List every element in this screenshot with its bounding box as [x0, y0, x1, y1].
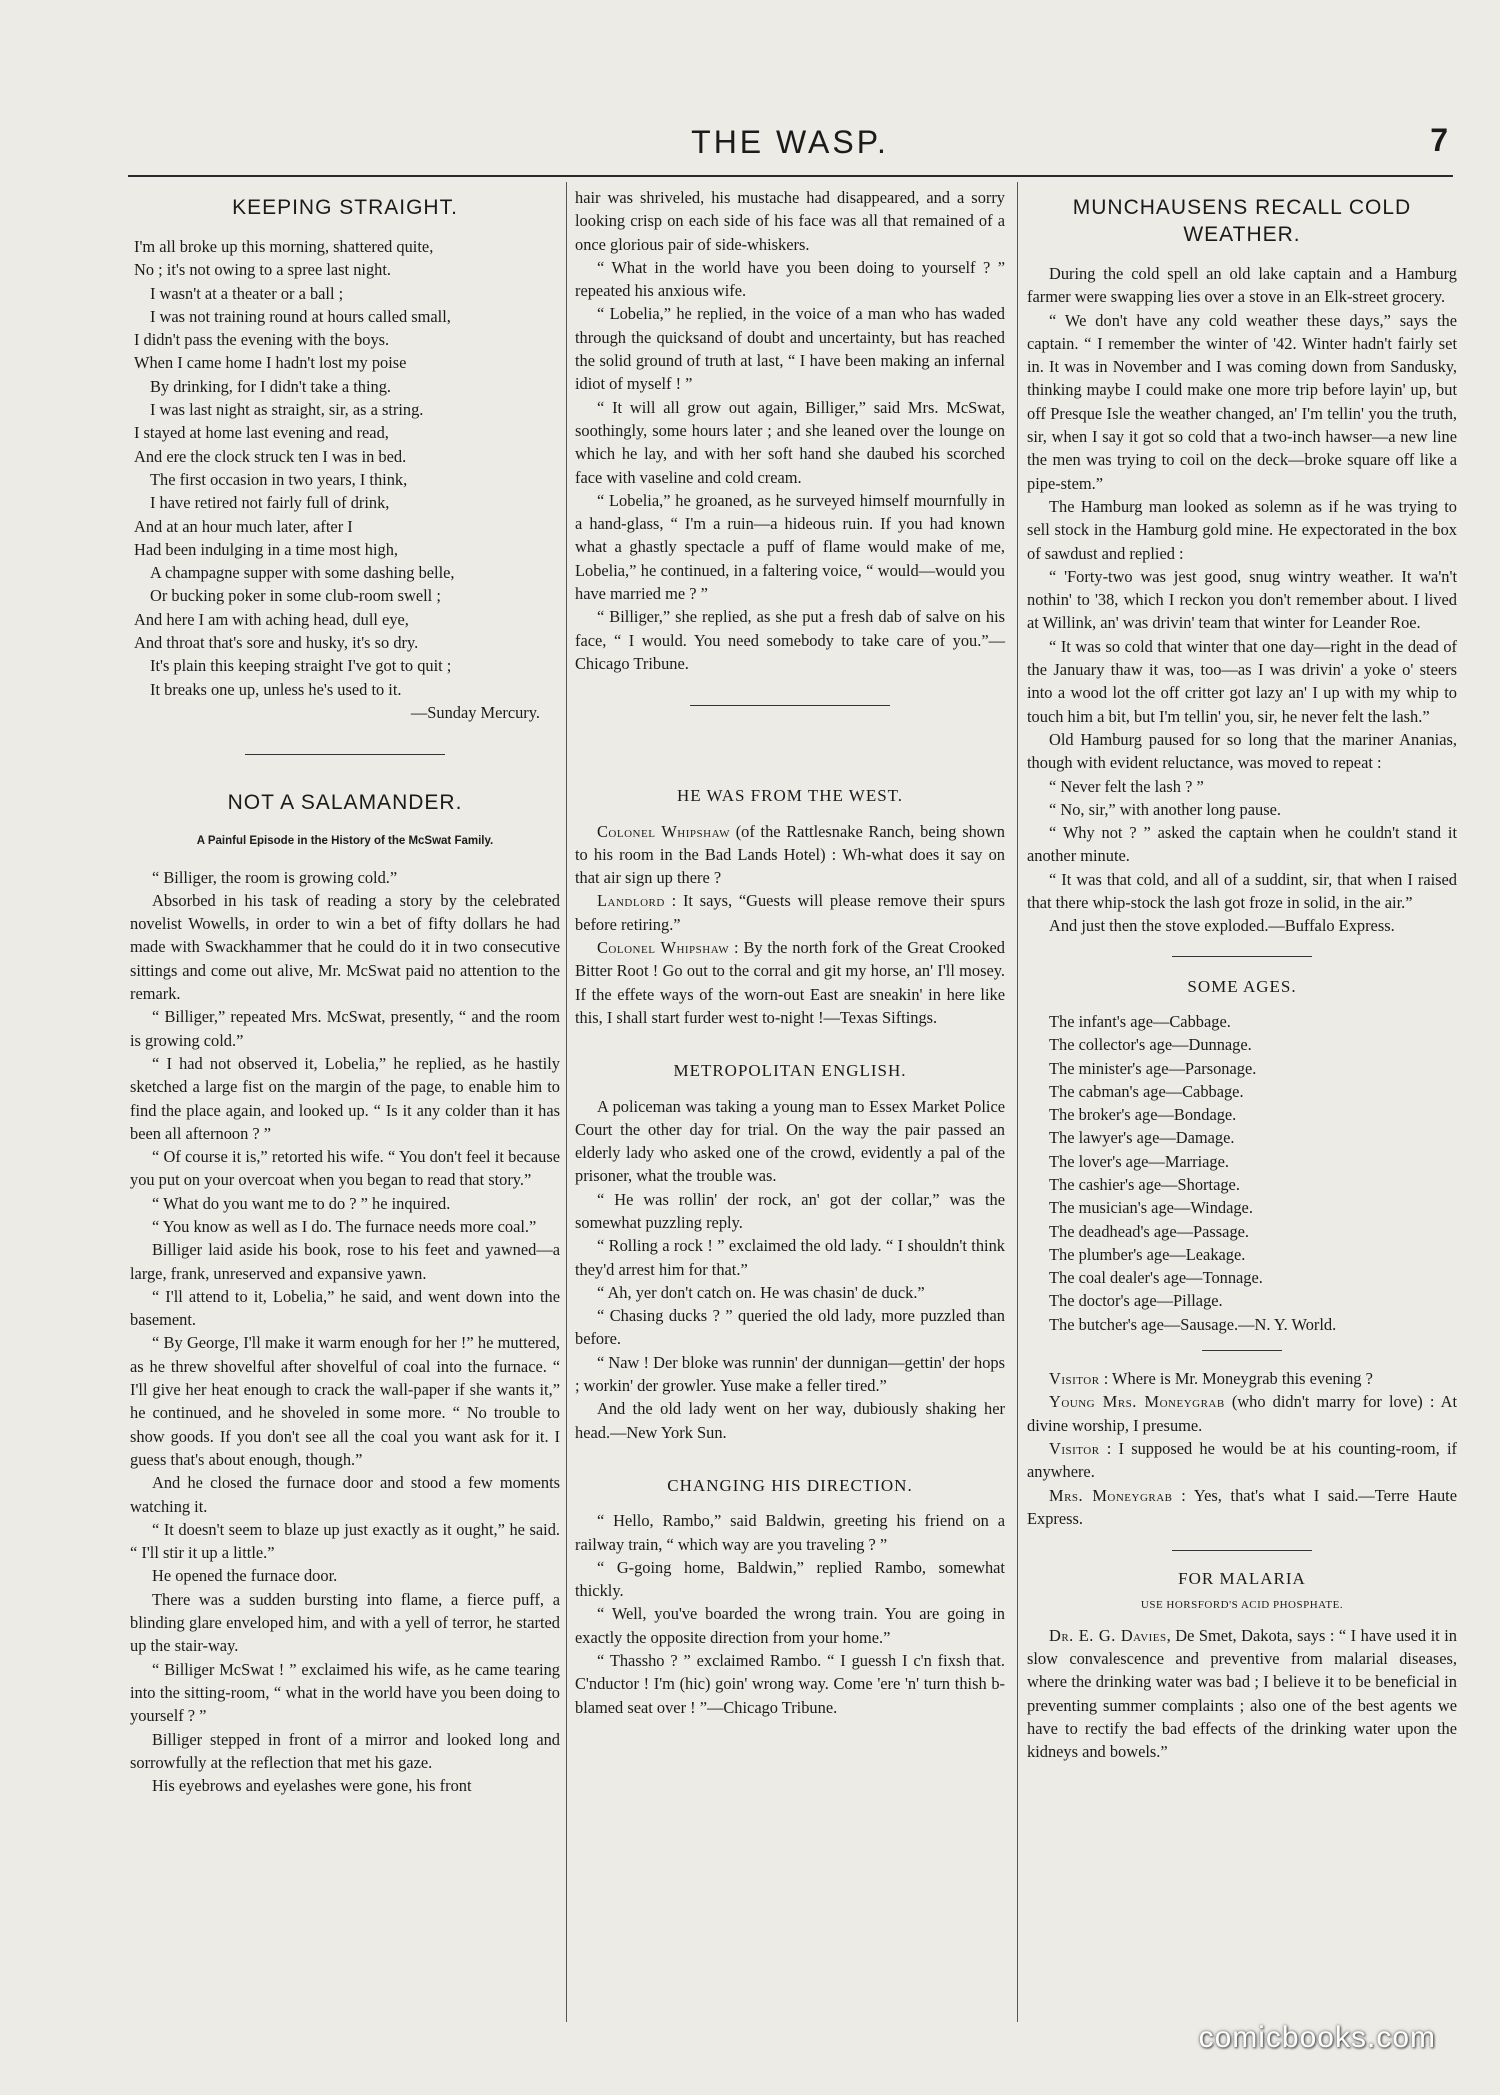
speaker: Colonel Whipshaw	[597, 938, 730, 958]
column-rule-2	[1017, 182, 1018, 2022]
speaker: Landlord	[597, 891, 665, 911]
dialogue-paragraph	[1027, 1390, 1457, 1437]
paragraph: “ Naw ! Der bloke was runnin' der dunnigan—gettin' der hops ; workin' der growler. Yuse make a feller tired.”	[575, 1352, 1005, 1396]
poem-line: By drinking, for I didn't take a thing.	[150, 376, 392, 396]
paragraph: “ It was so cold that winter that one day—right in the dead of the January thaw it was, too—as I was drivin' a yoke o' steers into a wood lot the off critter got lazy an' I up with my whip to touch him a bit, but I'm tellin' you, sir, he never felt the lash.”	[1027, 636, 1457, 726]
column-1	[130, 186, 560, 1797]
dialogue-text: (of the Rattlesnake Ranch, being shown to his room in the Bad Lands Hotel) : Wh-what does it say on that air sign up there ?	[575, 821, 1005, 888]
dialogue-text: : I supposed he would be at his counting-room, if anywhere.	[1027, 1438, 1457, 1482]
poem-line: It's plain this keeping straight I've got to quit ;	[150, 656, 452, 676]
testimonial-text: , De Smet, Dakota, says : “ I have used it in slow convalescence and preventive from malarial diseases, where the drinking water was bad ; I believe it to be beneficial in preventing summer complaints ; also one of the best agents we have to rectify the bad effects of the drinking water upon the kidneys and bowels.”	[1027, 1625, 1457, 1762]
paragraph: “ Why not ? ” asked the captain when he couldn't stand it another minute.	[1027, 823, 1457, 866]
speaker: Colonel Whipshaw	[597, 821, 731, 841]
list-item: The lawyer's age—Damage.	[1049, 1128, 1235, 1148]
list-item: The butcher's age—Sausage.—N. Y. World.	[1049, 1314, 1337, 1334]
dialogue-paragraph	[1027, 1437, 1457, 1484]
paragraph: “ Billiger,” she replied, as she put a fresh dab of salve on his face, “ I would. You need somebody to take care of you.”—Chicago Tribune.	[575, 607, 1005, 673]
paragraph: “ Billiger McSwat ! ” exclaimed his wife, as he came tearing into the sitting-room, “ what in the world have you been doing to yourself ? ”	[130, 1659, 560, 1726]
paragraph: And just then the stove exploded.—Buffalo Express.	[1049, 916, 1395, 936]
paragraph: And he closed the furnace door and stood a few moments watching it.	[130, 1473, 560, 1516]
speaker: Visitor	[1049, 1438, 1100, 1458]
dialogue-text: : It says, “Guests will please remove their spurs before retiring.”	[575, 891, 1005, 934]
paragraph: “ I'll attend to it, Lobelia,” he said, and went down into the basement.	[130, 1286, 560, 1330]
poem-line: A champagne supper with some dashing belle,	[150, 563, 455, 583]
dialogue-text: : Yes, that's what I said.—Terre Haute Express.	[1027, 1485, 1457, 1528]
paragraph: “ Lobelia,” he groaned, as he surveyed himself mournfully in a hand-glass, “ I'm a ruin—a hideous ruin. If you had known what a ghastly spectacle a puff of flame would make of me, Lobelia,” he continued, in a faltering voice, “ would—would you have married me ? ”	[575, 490, 1005, 604]
paragraph: “ Lobelia,” he replied, in the voice of a man who has waded through the quicksand of doubt and uncertainty, but has reached the solid ground of truth at last, “ I have been making an infernal idiot of myself ! ”	[575, 304, 1005, 394]
paragraph: “ It will all grow out again, Billiger,” said Mrs. McSwat, soothingly, some hours later ; and she leaned over the lounge on which he lay, and with her soft hand she daubed his scorched face with vaseline and cold cream.	[575, 397, 1005, 487]
section-divider	[1172, 956, 1312, 957]
testimonial-paragraph	[1027, 1624, 1457, 1764]
paragraph: “ Well, you've boarded the wrong train. You are going in exactly the opposite direction from your home.”	[575, 1604, 1005, 1647]
section-divider	[1172, 1550, 1312, 1551]
paragraph: “ We don't have any cold weather these days,” says the captain. “ I remember the winter of '42. Winter hadn't fairly set in. It was in November and I was coming down from Sandusky, thinking maybe I could make one more trip before layin' up, but off Presque Isle the weather changed, an' I'm tellin' you the truth, sir, when I say it got so cold that a two-inch hawser—a new line the men was trying to coil on the deck—broke square off like a pipe-stem.”	[1027, 310, 1457, 493]
section-divider	[690, 705, 890, 706]
poem-line: The first occasion in two years, I think,	[150, 469, 408, 489]
poem-line: I have retired not fairly full of drink,	[150, 493, 390, 513]
dialogue-paragraph	[575, 820, 1005, 890]
paragraph: “ I had not observed it, Lobelia,” he replied, as he hastily sketched a large fist on the margin of the page, to enable him to find the place again, and looked up. “ Is it any colder than it has been all afternoon ? ”	[130, 1053, 560, 1143]
poem-line: I stayed at home last evening and read,	[134, 423, 389, 443]
malaria-heading: FOR MALARIA	[1178, 1569, 1306, 1589]
speaker: Young Mrs. Moneygrab	[1049, 1392, 1225, 1412]
poem-line: It breaks one up, unless he's used to it.	[150, 679, 402, 699]
paragraph: “ Billiger,” repeated Mrs. McSwat, presently, “ and the room is growing cold.”	[130, 1007, 560, 1050]
masthead-title: THE WASP.	[691, 124, 889, 160]
list-item: The musician's age—Windage.	[1049, 1198, 1253, 1218]
list-item: The lover's age—Marriage.	[1049, 1151, 1229, 1171]
dialogue-text: : By the north fork of the Great Crooked Bitter Root ! Go out to the corral and git my horse, an' I'll mosey. If the effete ways of the worn-out East are sneakin' in here like this, I shall start furder west to-night !—Texas Siftings.	[575, 938, 1005, 1027]
speaker: Mrs. Moneygrab	[1049, 1485, 1173, 1505]
poem-line: And throat that's sore and husky, it's so dry.	[134, 633, 419, 653]
paragraph: “ Billiger, the room is growing cold.”	[152, 867, 398, 887]
poem-line: I was not training round at hours called small,	[150, 306, 451, 326]
paragraph: “ He was rollin' der rock, an' got der collar,” was the somewhat puzzling reply.	[575, 1189, 1005, 1232]
poem-line: Had been indulging in a time most high,	[134, 539, 399, 559]
list-item: The deadhead's age—Passage.	[1049, 1221, 1250, 1241]
paragraph: “ Hello, Rambo,” said Baldwin, greeting his friend on a railway train, “ which way are you traveling ? ”	[575, 1511, 1005, 1554]
poem-line: No ; it's not owing to a spree last night.	[134, 260, 391, 280]
dialogue-text: : Where is Mr. Moneygrab this evening ?	[1099, 1369, 1373, 1389]
dialogue-paragraph	[1027, 1367, 1457, 1390]
paragraph: Old Hamburg paused for so long that the mariner Ananias, though with evident reluctance, was moved to repeat :	[1027, 729, 1457, 773]
masthead	[130, 118, 1450, 178]
paragraph: “ Of course it is,” retorted his wife. “ You don't feel it because you put on your overcoat when you began to read that story.”	[130, 1147, 560, 1190]
section-divider	[1202, 1350, 1282, 1351]
paragraph: There was a sudden bursting into flame, a fierce puff, a blinding glare enveloped him, and with a yell of terror, he started up the stair-way.	[130, 1589, 560, 1656]
column-rule-1	[566, 182, 567, 2022]
some-ages-heading: SOME AGES.	[1187, 976, 1297, 996]
paragraph: “ By George, I'll make it warm enough for her !” he muttered, as he threw shovelful after shovelful of coal into the furnace. “ I'll give her heat enough to crack the wall-paper if she wants it,” he continued, and he shoveled in some more. “ No trouble to show goods. If you don't see all the coal you want ask for it. I guess that's about enough, though.”	[130, 1333, 560, 1469]
list-item: The collector's age—Dunnage.	[1049, 1035, 1252, 1055]
paragraph: “ It doesn't seem to blaze up just exactly as it ought,” he said. “ I'll stir it up a little.”	[130, 1519, 560, 1563]
salamander-subheading: A Painful Episode in the History of the McSwat Family.	[196, 835, 494, 848]
west-heading: HE WAS FROM THE WEST.	[676, 786, 904, 806]
dialogue-paragraph	[575, 936, 1005, 1029]
section-divider	[245, 754, 445, 755]
speaker: Dr. E. G. Davies	[1049, 1625, 1167, 1645]
poem-line: I'm all broke up this morning, shattered quite,	[134, 237, 434, 256]
poem-line: Or bucking poker in some club-room swell ;	[150, 586, 441, 606]
dialogue-paragraph	[1027, 1484, 1457, 1531]
dialogue-text: (who didn't marry for love) : At divine worship, I presume.	[1027, 1392, 1458, 1435]
list-item: The cabman's age—Cabbage.	[1049, 1081, 1244, 1101]
poem-line: I was last night as straight, sir, as a string.	[150, 400, 424, 420]
poem-line: And ere the clock struck ten I was in bed.	[134, 446, 407, 466]
keeping-straight-poem	[130, 235, 560, 724]
paragraph: “ It was that cold, and all of a suddint, sir, that when I raised that there whip-stock the lash got froze in solid, in the air.”	[1027, 869, 1457, 913]
page-number: 7	[1430, 122, 1448, 158]
list-item: The plumber's age—Leakage.	[1049, 1244, 1246, 1264]
list-item: The infant's age—Cabbage.	[1049, 1011, 1231, 1031]
list-item: The broker's age—Bondage.	[1049, 1105, 1237, 1125]
poem-line: I didn't pass the evening with the boys.	[134, 330, 390, 350]
paragraph: “ Rolling a rock ! ” exclaimed the old lady. “ I shouldn't think they'd arrest him for that.”	[575, 1236, 1005, 1279]
paragraph: Billiger laid aside his book, rose to his feet and yawned—a large, frank, unreserved and expansive yawn.	[130, 1240, 560, 1283]
paragraph: The Hamburg man looked as solemn as if he was trying to sell stock in the Hamburg gold mine. He expectorated in the box of sawdust and replied :	[1027, 496, 1457, 563]
keeping-straight-heading: KEEPING STRAIGHT.	[232, 196, 458, 219]
list-item: The coal dealer's age—Tonnage.	[1049, 1268, 1263, 1288]
paragraph: During the cold spell an old lake captain and a Hamburg farmer were swapping lies over a stove in an Elk-street grocery.	[1027, 264, 1457, 307]
poem-credit: —Sunday Mercury.	[410, 702, 540, 722]
paragraph: “ Never felt the lash ? ”	[1049, 776, 1204, 796]
paragraph: “ 'Forty-two was jest good, snug wintry weather. It wa'n't nothin' to '38, which I reckon you don't remember about. I lived at Willink, an' was drivin' team that winter for Leander Roe.	[1027, 566, 1457, 633]
paragraph: “ What do you want me to do ? ” he inquired.	[152, 1193, 451, 1213]
paragraph: “ What in the world have you been doing to yourself ? ” repeated his anxious wife.	[575, 257, 1005, 301]
paragraph: Absorbed in his task of reading a story by the celebrated novelist Wowells, in order to win a bet of fifty dollars he had made with Swackhammer that he could do it in two consecutive sittings and come out alive, Mr. McSwat paid no attention to the remark.	[130, 890, 560, 1004]
paragraph: “ Chasing ducks ? ” queried the old lady, more puzzled than before.	[575, 1306, 1005, 1349]
paragraph: A policeman was taking a young man to Essex Market Police Court the other day for trial. On the way the pair passed an elderly lady who asked one of the crowd, evidently a pal of the prisoner, what the trouble was.	[575, 1096, 1005, 1186]
direction-heading: CHANGING HIS DIRECTION.	[667, 1475, 913, 1495]
column-3	[1027, 186, 1457, 1764]
malaria-subheading: USE HORSFORD'S ACID PHOSPHATE.	[1140, 1599, 1344, 1612]
list-item: The minister's age—Parsonage.	[1049, 1058, 1257, 1078]
paragraph: “ G-going home, Baldwin,” replied Rambo, somewhat thickly.	[575, 1557, 1005, 1601]
dialogue-paragraph	[575, 889, 1005, 936]
poem-line: I wasn't at a theater or a ball ;	[150, 283, 344, 303]
spacer	[575, 740, 1005, 770]
paragraph: His eyebrows and eyelashes were gone, his front	[152, 1776, 472, 1796]
list-item: The doctor's age—Pillage.	[1049, 1291, 1223, 1311]
paragraph: Billiger stepped in front of a mirror and looked long and sorrowfully at the reflection that met his gaze.	[130, 1729, 560, 1772]
header-rule	[128, 175, 1453, 177]
paragraph: And the old lady went on her way, dubiously shaking her head.—New York Sun.	[575, 1399, 1005, 1442]
munchausens-heading: MUNCHAUSENS RECALL COLD WEATHER.	[1072, 196, 1412, 246]
poem-line: When I came home I hadn't lost my poise	[134, 353, 407, 373]
speaker: Visitor	[1049, 1369, 1100, 1389]
paragraph: He opened the furnace door.	[152, 1566, 338, 1586]
salamander-heading: NOT A SALAMANDER.	[227, 791, 463, 815]
watermark: comicbooks.com	[1198, 2021, 1436, 2054]
paragraph: “ No, sir,” with another long pause.	[1049, 799, 1281, 819]
column-2	[575, 186, 1005, 1719]
paragraph: “ Thassho ? ” exclaimed Rambo. “ I guessh I c'n fixsh that. C'nductor ! I'm (hic) goin' wrong way. Come 'ere 'n' turn thish b-blamed seat over ! ”—Chicago Tribune.	[575, 1651, 1005, 1717]
ages-list	[1027, 1010, 1457, 1336]
metro-heading: METROPOLITAN ENGLISH.	[673, 1061, 907, 1081]
paragraph: “ You know as well as I do. The furnace needs more coal.”	[152, 1216, 537, 1236]
poem-line: And here I am with aching head, dull eye,	[134, 609, 409, 629]
paragraph: “ Ah, yer don't catch on. He was chasin' de duck.”	[597, 1282, 925, 1302]
paragraph: hair was shriveled, his mustache had disappeared, and a sorry looking crisp on each side of his face was all that remained of a once glorious pair of side-whiskers.	[575, 188, 1005, 254]
poem-line: And at an hour much later, after I	[134, 516, 353, 536]
list-item: The cashier's age—Shortage.	[1049, 1174, 1240, 1194]
